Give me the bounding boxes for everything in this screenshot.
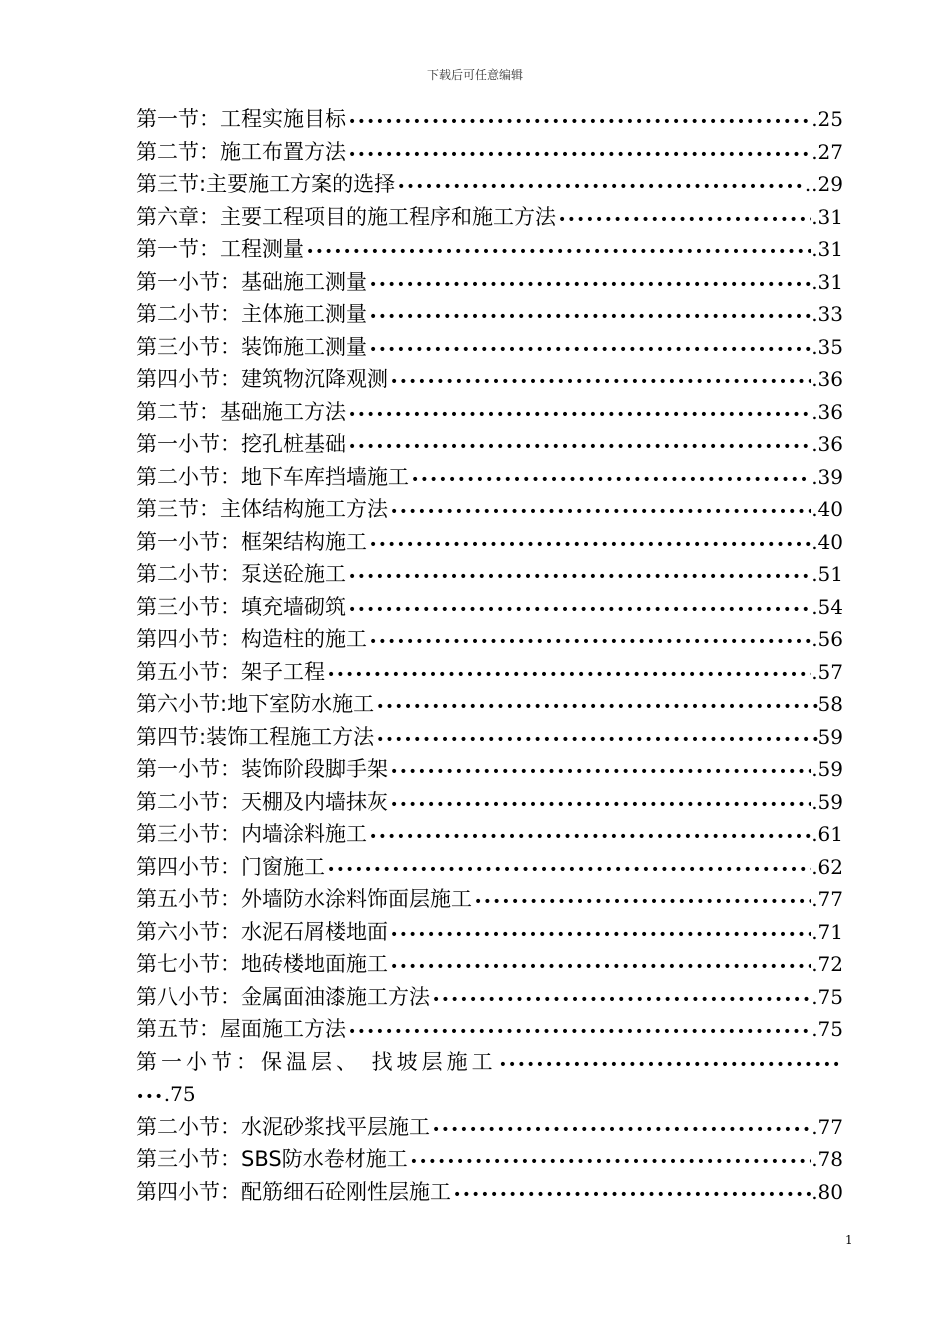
toc-entry-title: 第二节：施工布置方法 <box>136 139 346 164</box>
toc-leader-dots <box>348 399 811 429</box>
toc-leader-dots <box>348 106 811 136</box>
toc-entry-page: ..29 <box>804 172 843 196</box>
toc-leader-dots <box>376 691 817 721</box>
toc-entry[interactable] <box>136 851 843 884</box>
toc-leader-dots <box>348 139 811 169</box>
toc-entry-title: 第三小节：SBS防水卷材施工 <box>136 1147 408 1171</box>
toc-leader-dots <box>369 529 811 559</box>
toc-leader-dots <box>369 269 811 299</box>
toc-entry[interactable] <box>136 786 843 819</box>
toc-entry-page: .72 <box>811 952 843 976</box>
toc-leader-dots <box>390 496 811 526</box>
toc-entry-title: 第一节：工程实施目标 <box>136 107 346 131</box>
toc-entry-page: 58 <box>817 692 843 716</box>
toc-entry[interactable] <box>136 363 843 396</box>
toc-entry-page: .54 <box>811 594 843 619</box>
toc-leader-dots <box>348 561 811 591</box>
toc-leader-dots <box>348 431 811 461</box>
toc-entry-title: 第五小节：架子工程 <box>136 659 325 684</box>
toc-leader-dots <box>327 854 811 884</box>
toc-leader-dots <box>348 594 811 624</box>
toc-leader-dots <box>474 886 811 916</box>
toc-entry-page: .31 <box>811 237 843 261</box>
toc-entry-title: 第六章：主要工程项目的施工程序和施工方法 <box>136 204 556 229</box>
toc-leader-dots <box>390 756 811 786</box>
toc-leader-dots <box>376 724 817 754</box>
toc-entry-title: 第五小节：外墙防水涂料饰面层施工 <box>136 887 472 911</box>
toc-entry[interactable] <box>136 948 843 981</box>
toc-leader-dots <box>369 821 811 851</box>
toc-entry[interactable] <box>136 753 843 786</box>
toc-leader-dots <box>411 464 811 494</box>
toc-leader-dots <box>390 789 811 819</box>
toc-entry[interactable] <box>136 298 843 331</box>
toc-entry-title: 第三节:主要施工方案的选择 <box>136 172 396 196</box>
toc-leader-dots <box>432 1114 811 1144</box>
toc-leader-dots <box>369 334 811 364</box>
toc-entry-title: 第三小节：装饰施工测量 <box>136 334 367 359</box>
toc-entry-title: 第三节：主体结构施工方法 <box>136 497 388 521</box>
toc-entry[interactable] <box>136 916 843 949</box>
toc-entry-page: .62 <box>811 854 843 879</box>
toc-entry[interactable] <box>136 233 843 266</box>
toc-entry-title: 第二小节：主体施工测量 <box>136 302 367 326</box>
toc-leader-dots <box>306 236 811 266</box>
toc-entry[interactable] <box>136 1176 843 1209</box>
toc-leader-dots <box>390 919 811 949</box>
toc-leader-dots <box>369 301 811 331</box>
toc-entry[interactable] <box>136 428 843 461</box>
toc-entry[interactable] <box>136 103 843 136</box>
toc-entry-page: .36 <box>811 367 843 391</box>
toc-entry[interactable] <box>136 201 843 234</box>
toc-entry[interactable] <box>136 461 843 494</box>
toc-entry-title: 第一节：工程测量 <box>136 237 304 261</box>
toc-leader-dots <box>558 204 811 234</box>
toc-entry-title: 第二小节：天棚及内墙抹灰 <box>136 789 388 814</box>
toc-entry[interactable] <box>136 558 843 591</box>
toc-entry-title: 第二节：基础施工方法 <box>136 399 346 424</box>
toc-entry-title: 第四小节：构造柱的施工 <box>136 627 367 651</box>
toc-entry-page: .61 <box>811 822 843 846</box>
toc-entry-title: 第四小节：门窗施工 <box>136 854 325 879</box>
toc-entry[interactable] <box>136 883 843 916</box>
toc-entry-page: .25 <box>811 107 843 131</box>
toc-entry[interactable] <box>136 136 843 169</box>
toc-entry-title: 第二小节：水泥砂浆找平层施工 <box>136 1114 430 1139</box>
toc-entry-page: .35 <box>811 334 843 359</box>
toc-entry-page: .71 <box>811 919 843 944</box>
toc-entry-page: .40 <box>811 497 843 521</box>
toc-leader-dots <box>432 984 811 1014</box>
toc-leader-dots <box>410 1146 811 1176</box>
toc-entry-page: .31 <box>811 204 843 229</box>
toc-entry-page: .75 <box>811 1017 843 1041</box>
toc-entry-page: .57 <box>811 659 843 684</box>
toc-entry-title: 第一小节：保温层、 找坡层施工 <box>136 1049 497 1074</box>
toc-entry-title: 第六小节：水泥石屑楼地面 <box>136 919 388 944</box>
toc-entry-page: .80 <box>811 1179 843 1204</box>
toc-entry-page: .33 <box>811 302 843 326</box>
toc-entry-title: 第一小节：装饰阶段脚手架 <box>136 757 388 781</box>
toc-leader-dots <box>390 366 811 396</box>
toc-entry-page: .27 <box>811 139 843 164</box>
toc-entry-title: 第三小节：内墙涂料施工 <box>136 822 367 846</box>
page-header: 下载后可任意编辑 <box>426 68 523 82</box>
toc-entry[interactable] <box>136 591 843 624</box>
toc-entry-page: .78 <box>811 1147 843 1171</box>
toc-entry-page: 59 <box>817 724 843 749</box>
toc-leader-dots <box>397 171 805 201</box>
toc-entry-page: .56 <box>811 627 843 651</box>
toc-entry-title: 第一小节：挖孔桩基础 <box>136 432 346 456</box>
toc-entry[interactable] <box>136 1111 843 1144</box>
toc-entry-page: .31 <box>811 269 843 294</box>
toc-entry-title: 第一小节：基础施工测量 <box>136 269 367 294</box>
toc-entry[interactable] <box>136 493 843 526</box>
toc-entry[interactable] <box>136 526 843 559</box>
toc-entry-page: .36 <box>811 432 843 456</box>
toc-entry[interactable] <box>136 168 843 201</box>
toc-leader-dots <box>390 951 811 981</box>
toc-entry-page: .51 <box>811 562 843 586</box>
toc-entry-title: 第四小节：建筑物沉降观测 <box>136 367 388 391</box>
toc-entry[interactable] <box>136 656 843 689</box>
toc-entry-page: .59 <box>811 789 843 814</box>
toc-entry[interactable] <box>136 396 843 429</box>
page-number: 1 <box>845 1233 853 1247</box>
toc-entry[interactable] <box>136 1143 843 1176</box>
toc-leader-dots-continued: ••• <box>136 1089 164 1105</box>
toc-entry[interactable] <box>136 981 843 1014</box>
table-of-contents <box>136 103 843 1208</box>
toc-entry-title: 第七小节：地砖楼地面施工 <box>136 952 388 976</box>
toc-entry-wrapped[interactable] <box>136 1046 843 1111</box>
toc-entry-page: .40 <box>811 529 843 554</box>
toc-entry[interactable] <box>136 721 843 754</box>
toc-entry[interactable] <box>136 1013 843 1046</box>
toc-leader-dots <box>348 1016 811 1046</box>
toc-entry-page: .39 <box>811 464 843 489</box>
toc-entry-page: .77 <box>811 1114 843 1139</box>
toc-leader-dots <box>453 1179 811 1209</box>
toc-entry-title: 第八小节：金属面油漆施工方法 <box>136 984 430 1009</box>
toc-entry[interactable] <box>136 331 843 364</box>
toc-leader-dots <box>327 659 811 689</box>
toc-leader-dots <box>369 626 811 656</box>
toc-entry[interactable] <box>136 623 843 656</box>
toc-entry-title: 第五节：屋面施工方法 <box>136 1017 346 1041</box>
toc-entry-title: 第六小节:地下室防水施工 <box>136 692 375 716</box>
toc-entry-page: .75 <box>811 984 843 1009</box>
toc-entry-page: .75 <box>163 1082 196 1106</box>
toc-entry-title: 第三小节：填充墙砌筑 <box>136 594 346 619</box>
toc-entry-page: .36 <box>811 399 843 424</box>
toc-entry-title: 第四小节：配筋细石砼刚性层施工 <box>136 1179 451 1204</box>
toc-entry-title: 第一小节：框架结构施工 <box>136 529 367 554</box>
toc-entry-page: .59 <box>811 757 843 781</box>
toc-leader-dots <box>499 1049 843 1082</box>
toc-entry[interactable] <box>136 266 843 299</box>
toc-entry[interactable] <box>136 818 843 851</box>
toc-entry-title: 第四节:装饰工程施工方法 <box>136 724 375 749</box>
toc-entry-page: .77 <box>811 887 843 911</box>
toc-entry[interactable] <box>136 688 843 721</box>
toc-entry-title: 第二小节：地下车库挡墙施工 <box>136 464 409 489</box>
toc-entry-title: 第二小节：泵送砼施工 <box>136 562 346 586</box>
